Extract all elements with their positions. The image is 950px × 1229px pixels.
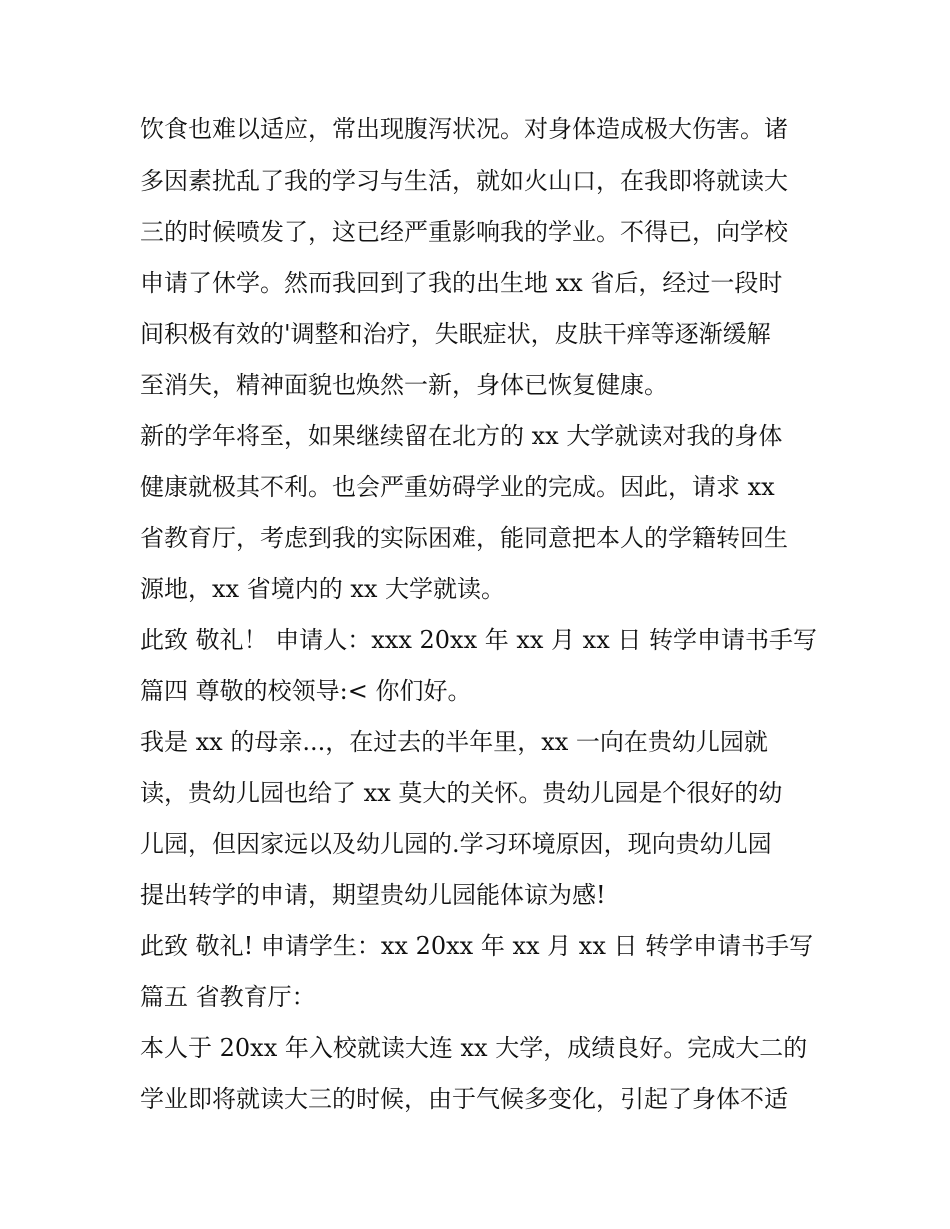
text-line: 此致 敬礼! 申请学生：xx 20xx 年 xx 月 xx 日 转学申请书手写 [140,932,814,960]
text-line: 健康就极其不利。也会严重妨碍学业的完成。因此，请求 xx [140,473,775,501]
text-line: 提出转学的申请，期望贵幼儿园能体谅为感! [140,881,606,909]
text-line: 三的时候喷发了，这已经严重影响我的学业。不得已，向学校 [140,218,788,246]
text-line: 儿园，但因家远以及幼儿园的.学习环境原因，现向贵幼儿园 [140,830,772,858]
text-line: 至消失，精神面貌也焕然一新，身体已恢复健康。 [140,371,668,399]
text-line: 省教育厅，考虑到我的实际困难，能同意把本人的学籍转回生 [140,524,788,552]
text-line: 此致 敬礼！ 申请人：xxx 20xx 年 xx 月 xx 日 转学申请书手写 [140,626,818,654]
text-line: 篇四 尊敬的校领导:< 你们好。 [140,677,472,705]
text-line: 饮食也难以适应，常出现腹泻状况。对身体造成极大伤害。诸 [140,115,788,143]
text-line: 学业即将就读大三的时候，由于气候多变化，引起了身体不适 [140,1085,788,1113]
text-line: 申请了休学。然而我回到了我的出生地 xx 省后，经过一段时 [140,269,783,297]
text-line: 篇五 省教育厅： [140,983,316,1011]
text-line: 多因素扰乱了我的学习与生活，就如火山口，在我即将就读大 [140,167,788,195]
text-line: 本人于 20xx 年入校就读大连 xx 大学，成绩良好。完成大二的 [140,1034,808,1062]
text-line: 我是 xx 的母亲...，在过去的半年里，xx 一向在贵幼儿园就 [140,728,768,756]
text-line: 间积极有效的'调整和治疗，失眠症状，皮肤干痒等逐渐缓解 [140,320,771,348]
text-line: 新的学年将至，如果继续留在北方的 xx 大学就读对我的身体 [140,422,783,450]
text-line: 读，贵幼儿园也给了 xx 莫大的关怀。贵幼儿园是个很好的幼 [140,779,783,807]
text-line: 源地，xx 省境内的 xx 大学就读。 [140,575,506,603]
